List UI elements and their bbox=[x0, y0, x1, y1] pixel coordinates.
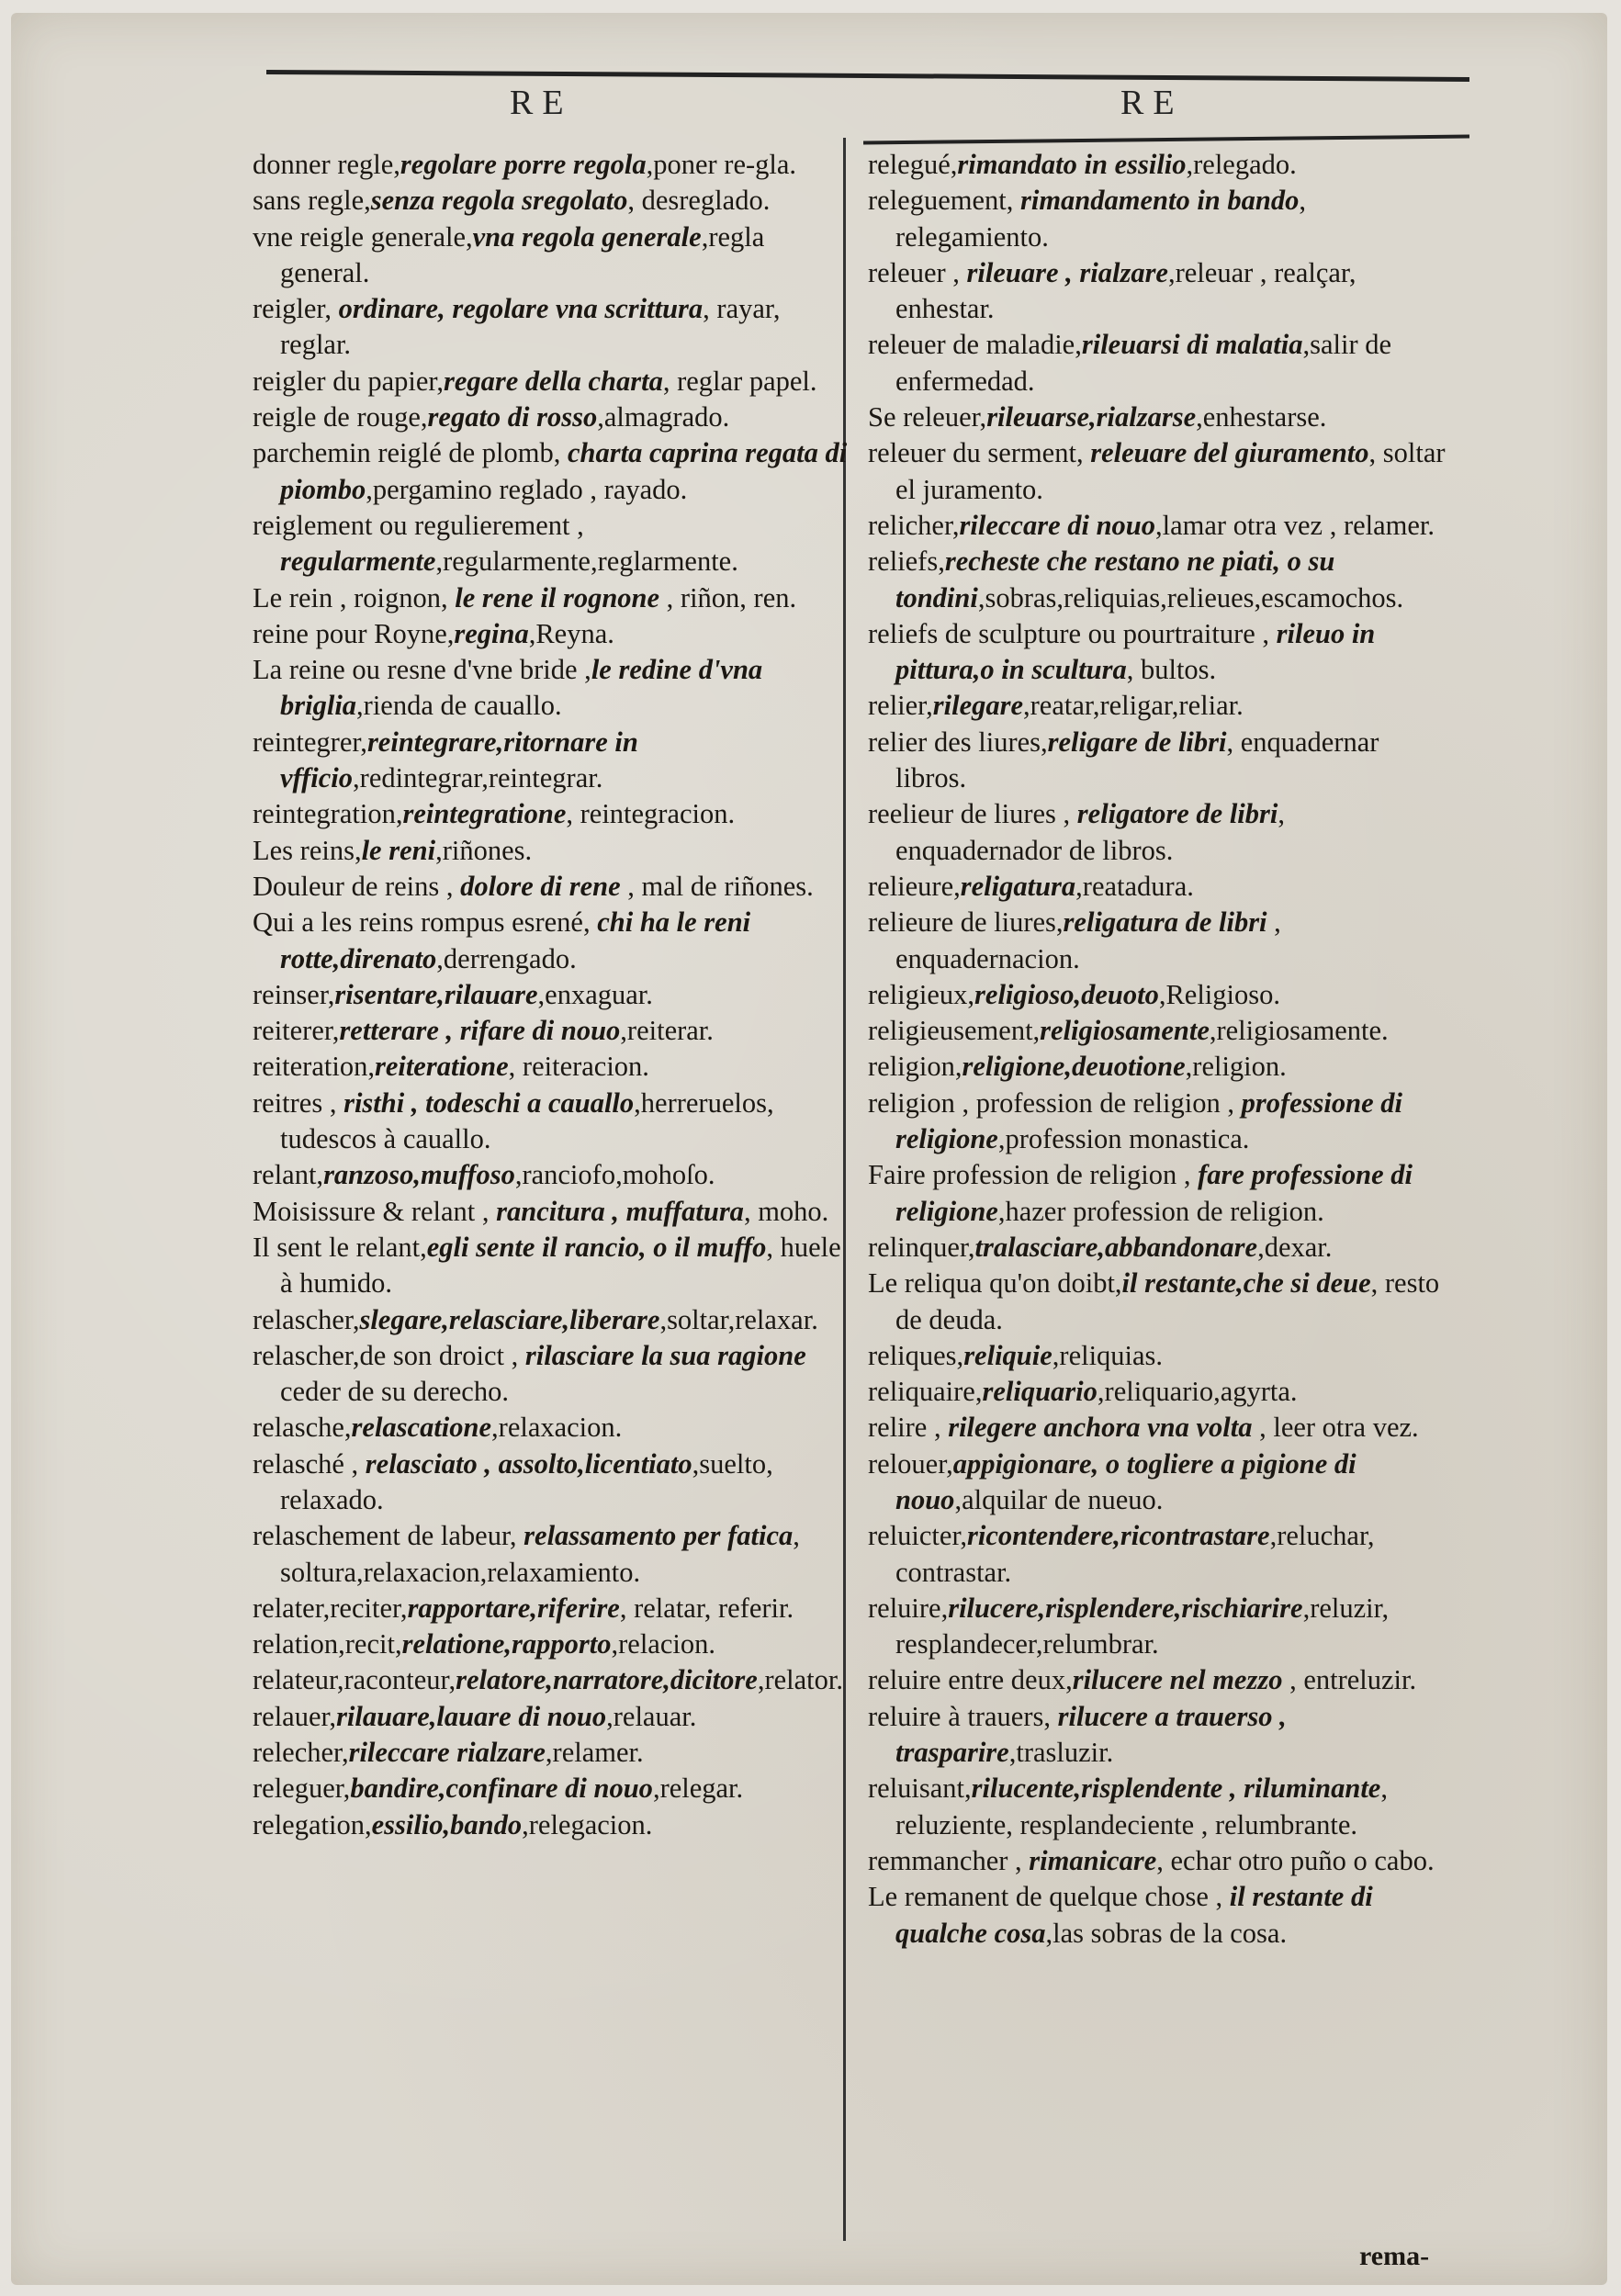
entry-post: ,relamer. bbox=[545, 1737, 644, 1769]
entry-post: , soltar el juramento. bbox=[895, 437, 1446, 505]
running-head-right: RE bbox=[1120, 84, 1184, 122]
entry-post: , resto de deuda. bbox=[895, 1267, 1440, 1335]
entry-post: ,suelto, relaxado. bbox=[280, 1447, 773, 1515]
entry-it: egli sente il rancio, o il muffo bbox=[426, 1231, 767, 1263]
entry-pre: reintegration, bbox=[253, 798, 403, 830]
dictionary-entry bbox=[868, 1699, 1447, 1772]
entry-post: ,lamar otra vez , relamer. bbox=[1155, 509, 1435, 541]
entry-it: rileccare rialzare bbox=[348, 1737, 546, 1769]
entry-pre: releuer de maladie, bbox=[868, 329, 1082, 361]
entry-pre: reigle de rouge, bbox=[253, 401, 428, 433]
entry-post: , reglar papel. bbox=[662, 365, 817, 397]
entry-it: reintegrare,ritornare in vfficio bbox=[280, 726, 638, 794]
dictionary-entry bbox=[868, 1771, 1447, 1843]
entry-pre: relier, bbox=[868, 690, 933, 722]
entry-pre: relegation, bbox=[253, 1808, 372, 1840]
entry-pre: releuer , bbox=[868, 256, 967, 288]
entry-post: ,riñones. bbox=[435, 834, 533, 866]
entry-post: ,redintegrar,reintegrar. bbox=[353, 762, 603, 794]
dictionary-entry bbox=[253, 1446, 850, 1519]
entry-it: le redine d'vna briglia bbox=[280, 654, 763, 722]
entry-pre: relant, bbox=[253, 1159, 324, 1191]
dictionary-entry bbox=[868, 147, 1447, 183]
dictionary-entry bbox=[253, 1194, 850, 1230]
entry-pre: reluire à trauers, bbox=[868, 1700, 1058, 1732]
entry-pre: Le rein , roignon, bbox=[253, 581, 456, 613]
dictionary-entry bbox=[253, 1013, 850, 1049]
dictionary-entry bbox=[253, 833, 850, 869]
entry-post: ,releuar , realçar, enhestar. bbox=[895, 256, 1356, 325]
dictionary-entry bbox=[253, 1410, 850, 1446]
dictionary-entry bbox=[868, 1518, 1447, 1591]
entry-pre: parchemin reiglé de plomb, bbox=[253, 437, 568, 469]
dictionary-entry bbox=[868, 1591, 1447, 1663]
dictionary-entry bbox=[253, 725, 850, 797]
dictionary-entry bbox=[253, 796, 850, 832]
dictionary-entry bbox=[253, 616, 850, 652]
entry-pre: reiteration, bbox=[253, 1051, 375, 1083]
entry-it: professione di religione bbox=[895, 1086, 1402, 1155]
entry-pre: reluicter, bbox=[868, 1520, 968, 1552]
entry-pre: relateur,raconteur, bbox=[253, 1664, 456, 1696]
entry-pre: reluisant, bbox=[868, 1773, 972, 1805]
entry-it: religione,deuotione bbox=[962, 1051, 1186, 1083]
dictionary-entry bbox=[253, 869, 850, 905]
dictionary-entry bbox=[868, 1230, 1447, 1266]
entry-it: relassamento per fatica bbox=[523, 1520, 794, 1552]
entry-post: ,regularmente,reglarmente. bbox=[435, 546, 738, 578]
entry-it: regularmente bbox=[280, 546, 436, 578]
entry-pre: reluire entre deux, bbox=[868, 1664, 1073, 1696]
dictionary-entry bbox=[868, 508, 1447, 544]
entry-it: rilucere,risplendere,rischiarire bbox=[948, 1592, 1303, 1624]
entry-post: ,Religioso. bbox=[1158, 978, 1280, 1010]
entry-it: relascatione bbox=[351, 1412, 492, 1444]
entry-post: ,las sobras de la cosa. bbox=[1045, 1917, 1288, 1949]
dictionary-entry bbox=[868, 1086, 1447, 1158]
entry-pre: religieusement, bbox=[868, 1015, 1041, 1047]
entry-it: rimanicare bbox=[1029, 1844, 1157, 1876]
entry-post: ,relegar. bbox=[652, 1773, 744, 1805]
entry-it: religiosamente bbox=[1040, 1015, 1210, 1047]
dictionary-entry bbox=[253, 1591, 850, 1626]
entry-pre: Les reins, bbox=[253, 834, 362, 866]
entry-it: risthi , todeschi a cauallo bbox=[343, 1086, 635, 1119]
dictionary-entry bbox=[253, 977, 850, 1013]
entry-post: , riñon, ren. bbox=[659, 581, 797, 613]
entry-post: ,religion. bbox=[1185, 1051, 1287, 1083]
entry-pre: relecher, bbox=[253, 1737, 349, 1769]
entry-pre: reigler du papier, bbox=[253, 365, 444, 397]
entry-pre: relicher, bbox=[868, 509, 960, 541]
entry-pre: sans regle, bbox=[253, 185, 371, 217]
entry-post: , entreluzir. bbox=[1282, 1664, 1417, 1696]
entry-pre: reliques, bbox=[868, 1339, 964, 1371]
entry-it: rilucere a trauerso , trasparire bbox=[895, 1700, 1287, 1769]
dictionary-entry bbox=[253, 183, 850, 219]
entry-pre: relouer, bbox=[868, 1447, 953, 1480]
entry-it: reliquario bbox=[982, 1376, 1098, 1408]
entry-post: , leer otra vez. bbox=[1252, 1412, 1419, 1444]
entry-post: , reintegracion. bbox=[566, 798, 736, 830]
entry-pre: religion , profession de religion , bbox=[868, 1086, 1242, 1119]
entry-it: bandire,confinare di nouo bbox=[350, 1773, 653, 1805]
dictionary-entry bbox=[253, 652, 850, 725]
entry-it: regolare porre regola bbox=[400, 149, 647, 180]
entry-it: rimandato in essilio bbox=[957, 149, 1187, 180]
entry-post: ,relauar. bbox=[606, 1700, 697, 1732]
entry-post: ,reluzir, resplandecer,relumbrar. bbox=[895, 1592, 1390, 1660]
entry-post: , moho. bbox=[743, 1195, 829, 1227]
entry-post: , enquadernar libros. bbox=[895, 726, 1379, 794]
entry-pre: La reine ou resne d'vne bride , bbox=[253, 654, 591, 686]
entry-pre: Faire profession de religion , bbox=[868, 1159, 1199, 1191]
entry-pre: reelieur de liures , bbox=[868, 798, 1077, 830]
dictionary-entry bbox=[253, 1049, 850, 1085]
entry-it: reiteratione bbox=[374, 1051, 509, 1083]
entry-post: ,relaxacion. bbox=[491, 1412, 623, 1444]
entry-post: ,dexar. bbox=[1257, 1231, 1333, 1263]
entry-post: ,almagrado. bbox=[597, 401, 730, 433]
dictionary-entry bbox=[868, 1049, 1447, 1085]
entry-it: relatione,rapporto bbox=[401, 1628, 612, 1660]
entry-pre: releuer du serment, bbox=[868, 437, 1091, 469]
dictionary-entry bbox=[868, 688, 1447, 724]
entry-post: ,enxaguar. bbox=[537, 978, 653, 1010]
dictionary-entry bbox=[253, 905, 850, 977]
entry-it: rileuo in pittura,o in scultura bbox=[895, 617, 1376, 686]
entry-it: rancitura , muffatura bbox=[496, 1195, 744, 1227]
entry-it: rileccare di nouo bbox=[959, 509, 1156, 541]
entry-it: rilauare,lauare di nouo bbox=[336, 1700, 607, 1732]
entry-post: , enquadernacion. bbox=[895, 906, 1281, 974]
entry-post: ,religiosamente. bbox=[1209, 1015, 1389, 1047]
entry-it: ricontendere,ricontrastare bbox=[967, 1520, 1270, 1552]
dictionary-entry bbox=[253, 1735, 850, 1771]
entry-pre: releguement, bbox=[868, 185, 1020, 217]
entry-it: religatore de libri bbox=[1076, 798, 1278, 830]
dictionary-entry bbox=[868, 544, 1447, 616]
entry-it: relatore,narratore,dicitore bbox=[456, 1664, 758, 1696]
entry-post: ,sobras,reliquias,relieues,escamochos. bbox=[977, 581, 1404, 613]
dictionary-entry bbox=[868, 1879, 1447, 1952]
dictionary-entry bbox=[868, 796, 1447, 869]
entry-pre: reiterer, bbox=[253, 1015, 340, 1047]
dictionary-entry bbox=[253, 1302, 850, 1338]
entry-pre: reliefs, bbox=[868, 546, 945, 578]
dictionary-entry bbox=[253, 580, 850, 616]
entry-pre: relegué, bbox=[868, 149, 958, 180]
entry-pre: religion, bbox=[868, 1051, 962, 1083]
entry-pre: religieux, bbox=[868, 978, 975, 1010]
entry-it: ordinare, regolare vna scrittura bbox=[338, 293, 704, 325]
entry-it: rilegare bbox=[932, 690, 1024, 722]
dictionary-entry bbox=[868, 1013, 1447, 1049]
dictionary-entry bbox=[868, 1843, 1447, 1879]
dictionary-entry bbox=[253, 1518, 850, 1591]
entry-it: rilasciare la sua ragione bbox=[524, 1339, 806, 1371]
entry-it: reliquie bbox=[963, 1339, 1053, 1371]
entry-post: ,reluchar, contrastar. bbox=[895, 1520, 1375, 1588]
entry-it: il restante di qualche cosa bbox=[895, 1881, 1373, 1949]
entry-pre: relauer, bbox=[253, 1700, 337, 1732]
entry-post: ,reatar,religar,reliar. bbox=[1023, 690, 1244, 722]
entry-it: risentare,rilauare bbox=[334, 978, 538, 1010]
dictionary-entry bbox=[253, 1230, 850, 1302]
left-column bbox=[253, 147, 850, 1843]
entry-post: ,relegado. bbox=[1186, 149, 1297, 180]
entry-it: rilegere anchora vna volta bbox=[948, 1412, 1253, 1444]
entry-pre: relater,reciter, bbox=[253, 1592, 408, 1624]
entry-post: ,profession monastica. bbox=[997, 1123, 1250, 1155]
entry-it: senza regola sregolato bbox=[370, 185, 628, 217]
entry-post: , reluziente, resplandeciente , relumbrante. bbox=[895, 1773, 1388, 1840]
entry-post: ,relegacion. bbox=[522, 1808, 653, 1840]
entry-it: le reni bbox=[361, 834, 436, 866]
entry-post: , bultos. bbox=[1126, 654, 1217, 686]
dictionary-entry bbox=[253, 1086, 850, 1158]
entry-it: chi ha le reni rotte,direnato bbox=[280, 906, 751, 974]
entry-it: religioso,deuoto bbox=[974, 978, 1159, 1010]
entry-post: ,Reyna. bbox=[528, 617, 614, 649]
entry-pre: relire , bbox=[868, 1412, 949, 1444]
entry-post: ceder de su derecho. bbox=[280, 1376, 509, 1408]
entry-it: regare della charta bbox=[443, 365, 663, 397]
entry-it: religatura bbox=[960, 870, 1076, 902]
entry-post: , relatar, referir. bbox=[619, 1592, 794, 1624]
dictionary-entry bbox=[868, 977, 1447, 1013]
entry-it: il restante,che si deue bbox=[1121, 1267, 1371, 1300]
entry-pre: relier des liures, bbox=[868, 726, 1048, 758]
dictionary-entry bbox=[253, 400, 850, 435]
entry-pre: relation,recit, bbox=[253, 1628, 402, 1660]
entry-pre: Le reliqua qu'on doibt, bbox=[868, 1267, 1122, 1300]
entry-pre: Douleur de reins , bbox=[253, 870, 461, 902]
entry-post: ,pergamino reglado , rayado. bbox=[366, 473, 688, 505]
entry-it: tralasciare,abbandonare bbox=[974, 1231, 1258, 1263]
entry-it: rapportare,riferire bbox=[407, 1592, 620, 1624]
entry-post: , reiteracion. bbox=[508, 1051, 649, 1083]
entry-pre: reiglement ou regulierement , bbox=[253, 509, 584, 541]
entry-it: rileuarse,rialzarse bbox=[986, 401, 1197, 433]
entry-it: religare de libri bbox=[1047, 726, 1227, 758]
entry-post: ,trasluzir. bbox=[1008, 1737, 1114, 1769]
entry-post: ,enhestarse. bbox=[1196, 401, 1327, 433]
entry-pre: Le remanent de quelque chose , bbox=[868, 1881, 1230, 1913]
entry-it: vna regola generale bbox=[472, 220, 702, 253]
dictionary-entry bbox=[868, 183, 1447, 255]
entry-pre: relasche, bbox=[253, 1412, 352, 1444]
entry-post: , echar otro puño o cabo. bbox=[1156, 1844, 1435, 1876]
entry-post: , soltura,relaxacion,relaxamiento. bbox=[280, 1520, 800, 1588]
dictionary-entry bbox=[253, 508, 850, 580]
entry-post: , rayar, reglar. bbox=[280, 293, 781, 361]
entry-post: ,relator. bbox=[757, 1664, 843, 1696]
entry-it: rileuarsi di malatia bbox=[1081, 329, 1303, 361]
dictionary-entry bbox=[253, 1662, 850, 1698]
dictionary-entry bbox=[253, 219, 850, 292]
entry-pre: reine pour Royne, bbox=[253, 617, 455, 649]
dictionary-entry bbox=[868, 327, 1447, 400]
entry-it: appigionare, o togliere a pigione di nouo bbox=[895, 1447, 1356, 1515]
dictionary-entry bbox=[253, 1626, 850, 1662]
dictionary-entry bbox=[868, 400, 1447, 435]
dictionary-entry bbox=[253, 1807, 850, 1843]
entry-post: , mal de riñones. bbox=[620, 870, 814, 902]
dictionary-entry bbox=[868, 1410, 1447, 1446]
entry-pre: relieure, bbox=[868, 870, 961, 902]
entry-it: regato di rosso bbox=[427, 401, 598, 433]
entry-post: , enquadernador de libros. bbox=[895, 798, 1285, 866]
entry-it: essilio,bando bbox=[371, 1808, 523, 1840]
dictionary-entry bbox=[253, 1157, 850, 1193]
dictionary-entry bbox=[868, 435, 1447, 508]
dictionary-entry bbox=[868, 905, 1447, 977]
running-head-left: RE bbox=[510, 84, 573, 122]
entry-post: , huele à humido. bbox=[280, 1231, 841, 1300]
entry-post: , desreglado. bbox=[627, 185, 771, 217]
entry-post: ,reliquario,agyrta. bbox=[1097, 1376, 1298, 1408]
entry-post: ,regla general. bbox=[280, 220, 765, 288]
entry-it: reintegratione bbox=[402, 798, 567, 830]
entry-post: ,relacion. bbox=[611, 1628, 715, 1660]
dictionary-entry bbox=[868, 255, 1447, 328]
entry-pre: reliefs de sculpture ou pourtraiture , bbox=[868, 617, 1277, 649]
entry-pre: donner regle, bbox=[253, 149, 400, 180]
entry-pre: Se releuer, bbox=[868, 401, 987, 433]
entry-post: ,derrengado. bbox=[436, 942, 577, 974]
entry-post: ,rienda de cauallo. bbox=[356, 690, 562, 722]
entry-post: ,reiterar. bbox=[620, 1015, 714, 1047]
entry-pre: remmancher , bbox=[868, 1844, 1030, 1876]
dictionary-entry bbox=[868, 1338, 1447, 1374]
entry-pre: reitres , bbox=[253, 1086, 344, 1119]
entry-it: recheste che restano ne piati, o su tondini bbox=[895, 546, 1335, 613]
entry-pre: reigler, bbox=[253, 293, 339, 325]
right-column bbox=[868, 147, 1447, 1952]
entry-pre: reintegrer, bbox=[253, 726, 367, 758]
entry-pre: reinser, bbox=[253, 978, 335, 1010]
entry-it: releuare del giuramento bbox=[1090, 437, 1369, 469]
entry-it: regina bbox=[454, 617, 529, 649]
entry-post: ,herreruelos, tudescos à cauallo. bbox=[280, 1086, 774, 1155]
entry-post: ,reatadura. bbox=[1075, 870, 1194, 902]
entry-post: ,reliquias. bbox=[1052, 1339, 1164, 1371]
entry-pre: Qui a les reins rompus esrené, bbox=[253, 906, 598, 939]
entry-pre: relaschement de labeur, bbox=[253, 1520, 524, 1552]
dictionary-entry bbox=[253, 291, 850, 364]
entry-it: rilucente,risplendente , riluminante bbox=[971, 1773, 1381, 1805]
entry-it: ranzoso,muffoso bbox=[323, 1159, 515, 1191]
entry-post: ,ranciofo,mohoſo. bbox=[514, 1159, 715, 1191]
entry-pre: relinquer, bbox=[868, 1231, 975, 1263]
entry-it: charta caprina regata di piombo bbox=[280, 437, 848, 505]
entry-pre: releguer, bbox=[253, 1773, 351, 1805]
entry-post: ,alquilar de nueuo. bbox=[954, 1483, 1164, 1515]
dictionary-entry bbox=[253, 1699, 850, 1735]
dictionary-entry bbox=[253, 1771, 850, 1806]
entry-pre: reliquaire, bbox=[868, 1376, 983, 1408]
dictionary-entry bbox=[868, 1157, 1447, 1230]
entry-it: relasciato , assolto,licentiato bbox=[365, 1447, 692, 1480]
entry-pre: reluire, bbox=[868, 1592, 949, 1624]
entry-post: ,poner re-gla. bbox=[646, 149, 797, 180]
entry-it: slegare,relasciare,liberare bbox=[359, 1303, 660, 1335]
entry-it: le rene il rognone bbox=[455, 581, 660, 613]
entry-pre: Moisissure & relant , bbox=[253, 1195, 497, 1227]
dictionary-entry bbox=[253, 1338, 850, 1411]
entry-post: ,hazer profession de religion. bbox=[997, 1195, 1324, 1227]
entry-it: retterare , rifare di nouo bbox=[339, 1015, 621, 1047]
dictionary-entry bbox=[868, 1446, 1447, 1519]
entry-post: ,soltar,relaxar. bbox=[659, 1303, 818, 1335]
dictionary-entry bbox=[253, 435, 850, 508]
entry-post: ,salir de enfermedad. bbox=[895, 329, 1392, 397]
entry-pre: relascher,de son droict , bbox=[253, 1339, 525, 1371]
entry-pre: relasché , bbox=[253, 1447, 366, 1480]
dictionary-entry bbox=[868, 725, 1447, 797]
entry-it: fare professione di religione bbox=[895, 1159, 1413, 1227]
entry-it: religatura de libri bbox=[1063, 906, 1267, 939]
entry-pre: relascher, bbox=[253, 1303, 360, 1335]
entry-it: dolore di rene bbox=[460, 870, 621, 902]
entry-pre: Il sent le relant, bbox=[253, 1231, 427, 1263]
dictionary-entry bbox=[868, 1374, 1447, 1410]
dictionary-entry bbox=[868, 1266, 1447, 1338]
entry-post: , relegamiento. bbox=[895, 185, 1306, 253]
catchword: rema- bbox=[1359, 2241, 1430, 2271]
entry-it: rileuare , rialzare bbox=[966, 256, 1168, 288]
entry-it: rilucere nel mezzo bbox=[1072, 1664, 1283, 1696]
dictionary-entry bbox=[868, 616, 1447, 689]
dictionary-entry bbox=[868, 1662, 1447, 1698]
dictionary-entry bbox=[253, 364, 850, 400]
dictionary-entry bbox=[868, 869, 1447, 905]
entry-it: rimandamento in bando bbox=[1019, 185, 1300, 217]
entry-pre: relieure de liures, bbox=[868, 906, 1064, 939]
dictionary-entry bbox=[253, 147, 850, 183]
entry-pre: vne reigle generale, bbox=[253, 220, 473, 253]
